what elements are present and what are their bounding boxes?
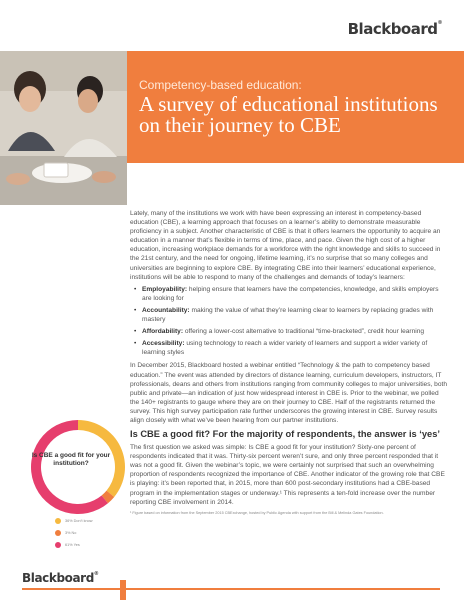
intro-paragraph: Lately, many of the institutions we work with have been expressing an interest in competency-based education (CBE), a learning approach that focuses on a learner’s ability to demonstrate measurable proficiency in a subject. Another characteristic of CBE is that it offers learners the opportunity to acquire an education in a manner that’s flexible in terms of time, place, and pace. Given the high cost of a higher education, increasing workplace demands for a workforce with the right knowledge and skills to succeed in the 21st century, and the need for ongoing, lifetime learning, it’s no surprise that so many colleges and universities are beginning to explore CBE. By integrating CBE into their learners’ educational experience, institutions will be able to respond to many of the challenges and demands of today’s learners: xyxy=(130,210,441,281)
webinar-paragraph: In December 2015, Blackboard hosted a webinar entitled “Technology & the path to competency based education.” The event was attended by directors of distance learning, curriculum developers, instructors, IT professionals, deans and others from institutions ranging from community colleges to major universities, both public and private—an indication of just how widespread interest in CBE is. Prior to the webinar, we polled the 140+ registrants to gauge where they are on their journey to CBE. Half of the registrants returned the survey. This high survey participation rate further underscores the growing interest in CBE. Survey results align closely with what we’ve been hearing from our partner institutions. xyxy=(130,362,448,424)
article-body xyxy=(130,209,448,516)
list-item: • Accountability: making the value of what they’re learning clear to learners by replacing grades with mastery xyxy=(134,306,448,324)
document-title: A survey of educational institutions on their journey to CBE xyxy=(139,92,438,137)
people-meeting-image xyxy=(0,51,127,205)
footnote: ¹ Figure based on information from the September 2015 CBExchange, hosted by Public Agenda with support from the Bill & Melinda Gates Foundation. xyxy=(130,510,384,515)
benefits-list xyxy=(134,285,448,358)
footer-rule xyxy=(22,588,440,590)
legend-item-no: 3% No xyxy=(55,527,92,539)
hero-photo xyxy=(0,51,127,205)
results-paragraph: The first question we asked was simple: Is CBE a good fit for your institution? Sixty-one percent of respondents indicated that it was. Thirty-six percent weren’t sure, and only three percent responded that it was not a good fit. Given the webinar’s topic, we were certainly not surprised that such an overwhelming proportion of respondents recognized the importance of CBE. Another indicator of the growing role that CBE is playing: it’s been reported that, in 2015, more than 600 post-secondary institutions had a CBE-based program in the implementation stages or underway.¹ This represents a ten-fold increase over the number reporting CBE involvement in 2014. xyxy=(130,444,445,506)
list-item: • Employability: helping ensure that learners have the competencies, knowledge, and skills employers are looking for xyxy=(134,285,448,303)
chart-title: Is CBE a good fit for your institution? xyxy=(31,452,111,467)
blackboard-logo-top: Blackboard® xyxy=(347,20,442,38)
title-banner xyxy=(127,51,464,163)
chart-legend xyxy=(55,515,92,551)
legend-swatch xyxy=(55,542,61,548)
document-subtitle: Competency-based education: xyxy=(139,78,302,92)
legend-item-yes: 61% Yes xyxy=(55,539,92,551)
list-item: • Accessibility: using technology to reach a wider variety of learners and support a wider variety of learning styles xyxy=(134,339,448,357)
section-heading: Is CBE a good fit? For the majority of respondents, the answer is ‘yes’ xyxy=(130,429,440,440)
page-tab-accent xyxy=(120,580,126,600)
legend-item-dont-know: 36% Don’t know xyxy=(55,515,92,527)
legend-swatch xyxy=(55,518,61,524)
blackboard-logo-bottom: Blackboard® xyxy=(22,571,99,585)
legend-swatch xyxy=(55,530,61,536)
list-item: • Affordability: offering a lower-cost alternative to traditional “time-bracketed”, credit hour learning xyxy=(134,327,448,336)
